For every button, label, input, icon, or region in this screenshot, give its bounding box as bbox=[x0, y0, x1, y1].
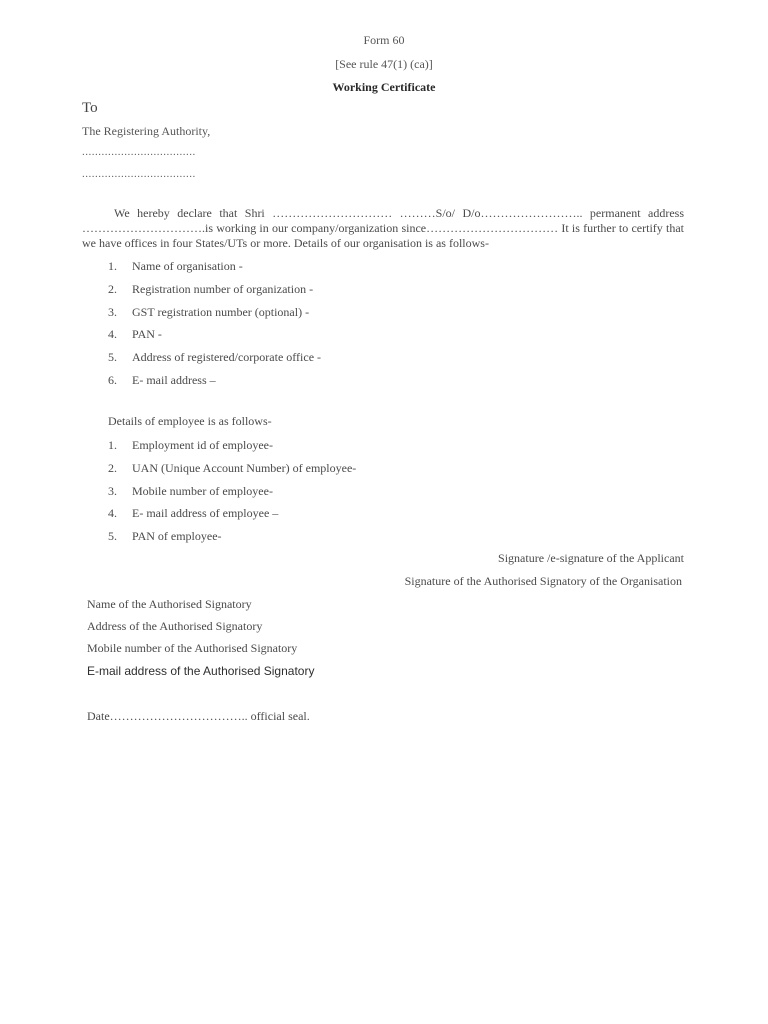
form-number: Form 60 bbox=[363, 33, 405, 47]
list-item bbox=[108, 281, 321, 304]
item-label: PAN of employee- bbox=[132, 529, 222, 544]
item-number: 5. bbox=[108, 350, 117, 365]
authorised-signatory-name: Name of the Authorised Signatory bbox=[87, 597, 252, 611]
item-number: 1. bbox=[108, 259, 117, 273]
organisation-signature-label: Signature of the Authorised Signatory of the Organisation bbox=[404, 574, 682, 588]
authorised-signatory-mobile: Mobile number of the Authorised Signatory bbox=[87, 641, 298, 655]
item-label: Mobile number of employee- bbox=[132, 483, 273, 498]
item-label: Address of registered/corporate office - bbox=[132, 350, 322, 365]
list-item bbox=[108, 304, 321, 327]
list-item bbox=[108, 258, 321, 281]
list-item bbox=[108, 505, 356, 528]
list-item bbox=[108, 349, 321, 372]
item-number: 1. bbox=[108, 438, 117, 452]
list-item bbox=[108, 460, 356, 483]
item-label: Employment id of employee- bbox=[132, 438, 273, 452]
registering-authority: The Registering Authority, bbox=[82, 124, 211, 138]
authorised-signatory-email: E-mail address of the Authorised Signatory bbox=[87, 664, 315, 678]
item-label: PAN - bbox=[132, 327, 162, 342]
item-number: 3. bbox=[108, 304, 117, 319]
list-item bbox=[108, 326, 321, 349]
to-label: To bbox=[82, 100, 98, 116]
document-title: Working Certificate bbox=[332, 80, 436, 94]
organisation-details-list bbox=[108, 258, 321, 395]
employee-details-heading: Details of employee is as follows- bbox=[108, 414, 272, 428]
declaration-paragraph: We hereby declare that Shri ………………………… ………S/o/ D/o…………………….. permanent address ………………………….is working in our company/organization since…………………………… It is further to certify that we have offices in four States/UTs or more. Details of our organisation is as follows- bbox=[82, 206, 684, 250]
authorised-signatory-address: Address of the Authorised Signatory bbox=[87, 619, 263, 633]
item-label: Name of organisation - bbox=[132, 259, 243, 273]
employee-details-list bbox=[108, 437, 356, 551]
list-item bbox=[108, 483, 356, 506]
item-number: 2. bbox=[108, 460, 117, 475]
item-number: 4. bbox=[108, 506, 117, 521]
address-blank-line-2: ................................... bbox=[82, 168, 196, 180]
item-label: E- mail address – bbox=[132, 372, 216, 387]
item-label: Registration number of organization - bbox=[132, 281, 314, 296]
applicant-signature-label: Signature /e-signature of the Applicant bbox=[498, 551, 684, 565]
item-label: GST registration number (optional) - bbox=[132, 304, 310, 319]
rule-reference: [See rule 47(1) (ca)] bbox=[335, 57, 433, 71]
list-item bbox=[108, 528, 356, 551]
address-blank-line-1: ................................... bbox=[82, 146, 196, 158]
item-number: 2. bbox=[108, 281, 117, 296]
item-number: 3. bbox=[108, 483, 117, 498]
item-number: 5. bbox=[108, 529, 117, 544]
item-number: 6. bbox=[108, 372, 117, 387]
date-and-seal-line: Date…………………………….. official seal. bbox=[87, 709, 310, 723]
item-number: 4. bbox=[108, 327, 117, 342]
item-label: UAN (Unique Account Number) of employee- bbox=[132, 460, 357, 475]
item-label: E- mail address of employee – bbox=[132, 506, 279, 521]
list-item bbox=[108, 372, 321, 395]
list-item bbox=[108, 437, 356, 460]
